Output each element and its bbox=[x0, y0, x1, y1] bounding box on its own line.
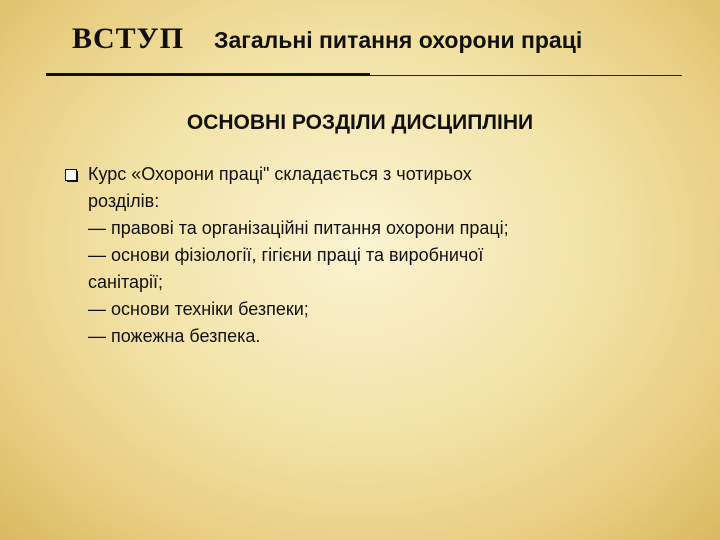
content-line-7: — пожежна безпека. bbox=[88, 326, 261, 346]
content-line-5: санітарії; bbox=[88, 272, 164, 292]
content-line-1: Курс «Охорони праці" складається з чотирьох bbox=[88, 164, 472, 184]
slide-title: Загальні питання охорони праці bbox=[214, 27, 583, 53]
content-block bbox=[64, 161, 664, 350]
bullet-item bbox=[64, 161, 664, 188]
content-line-3: — правові та організаційні питання охорони праці; bbox=[88, 218, 509, 238]
slide-header bbox=[72, 22, 582, 56]
title-underline-thin bbox=[370, 75, 682, 76]
title-underline-thick bbox=[46, 73, 370, 76]
content-line-4: — основи фізіології, гігієни праці та виробничої bbox=[88, 245, 484, 265]
section-heading: ОСНОВНІ РОЗДІЛИ ДИСЦИПЛІНИ bbox=[186, 111, 534, 134]
content-line-2: розділів: bbox=[88, 191, 160, 211]
content-line-6: — основи техніки безпеки; bbox=[88, 299, 309, 319]
section-tag: ВСТУП bbox=[72, 22, 185, 55]
hollow-square-bullet-icon bbox=[64, 161, 82, 188]
